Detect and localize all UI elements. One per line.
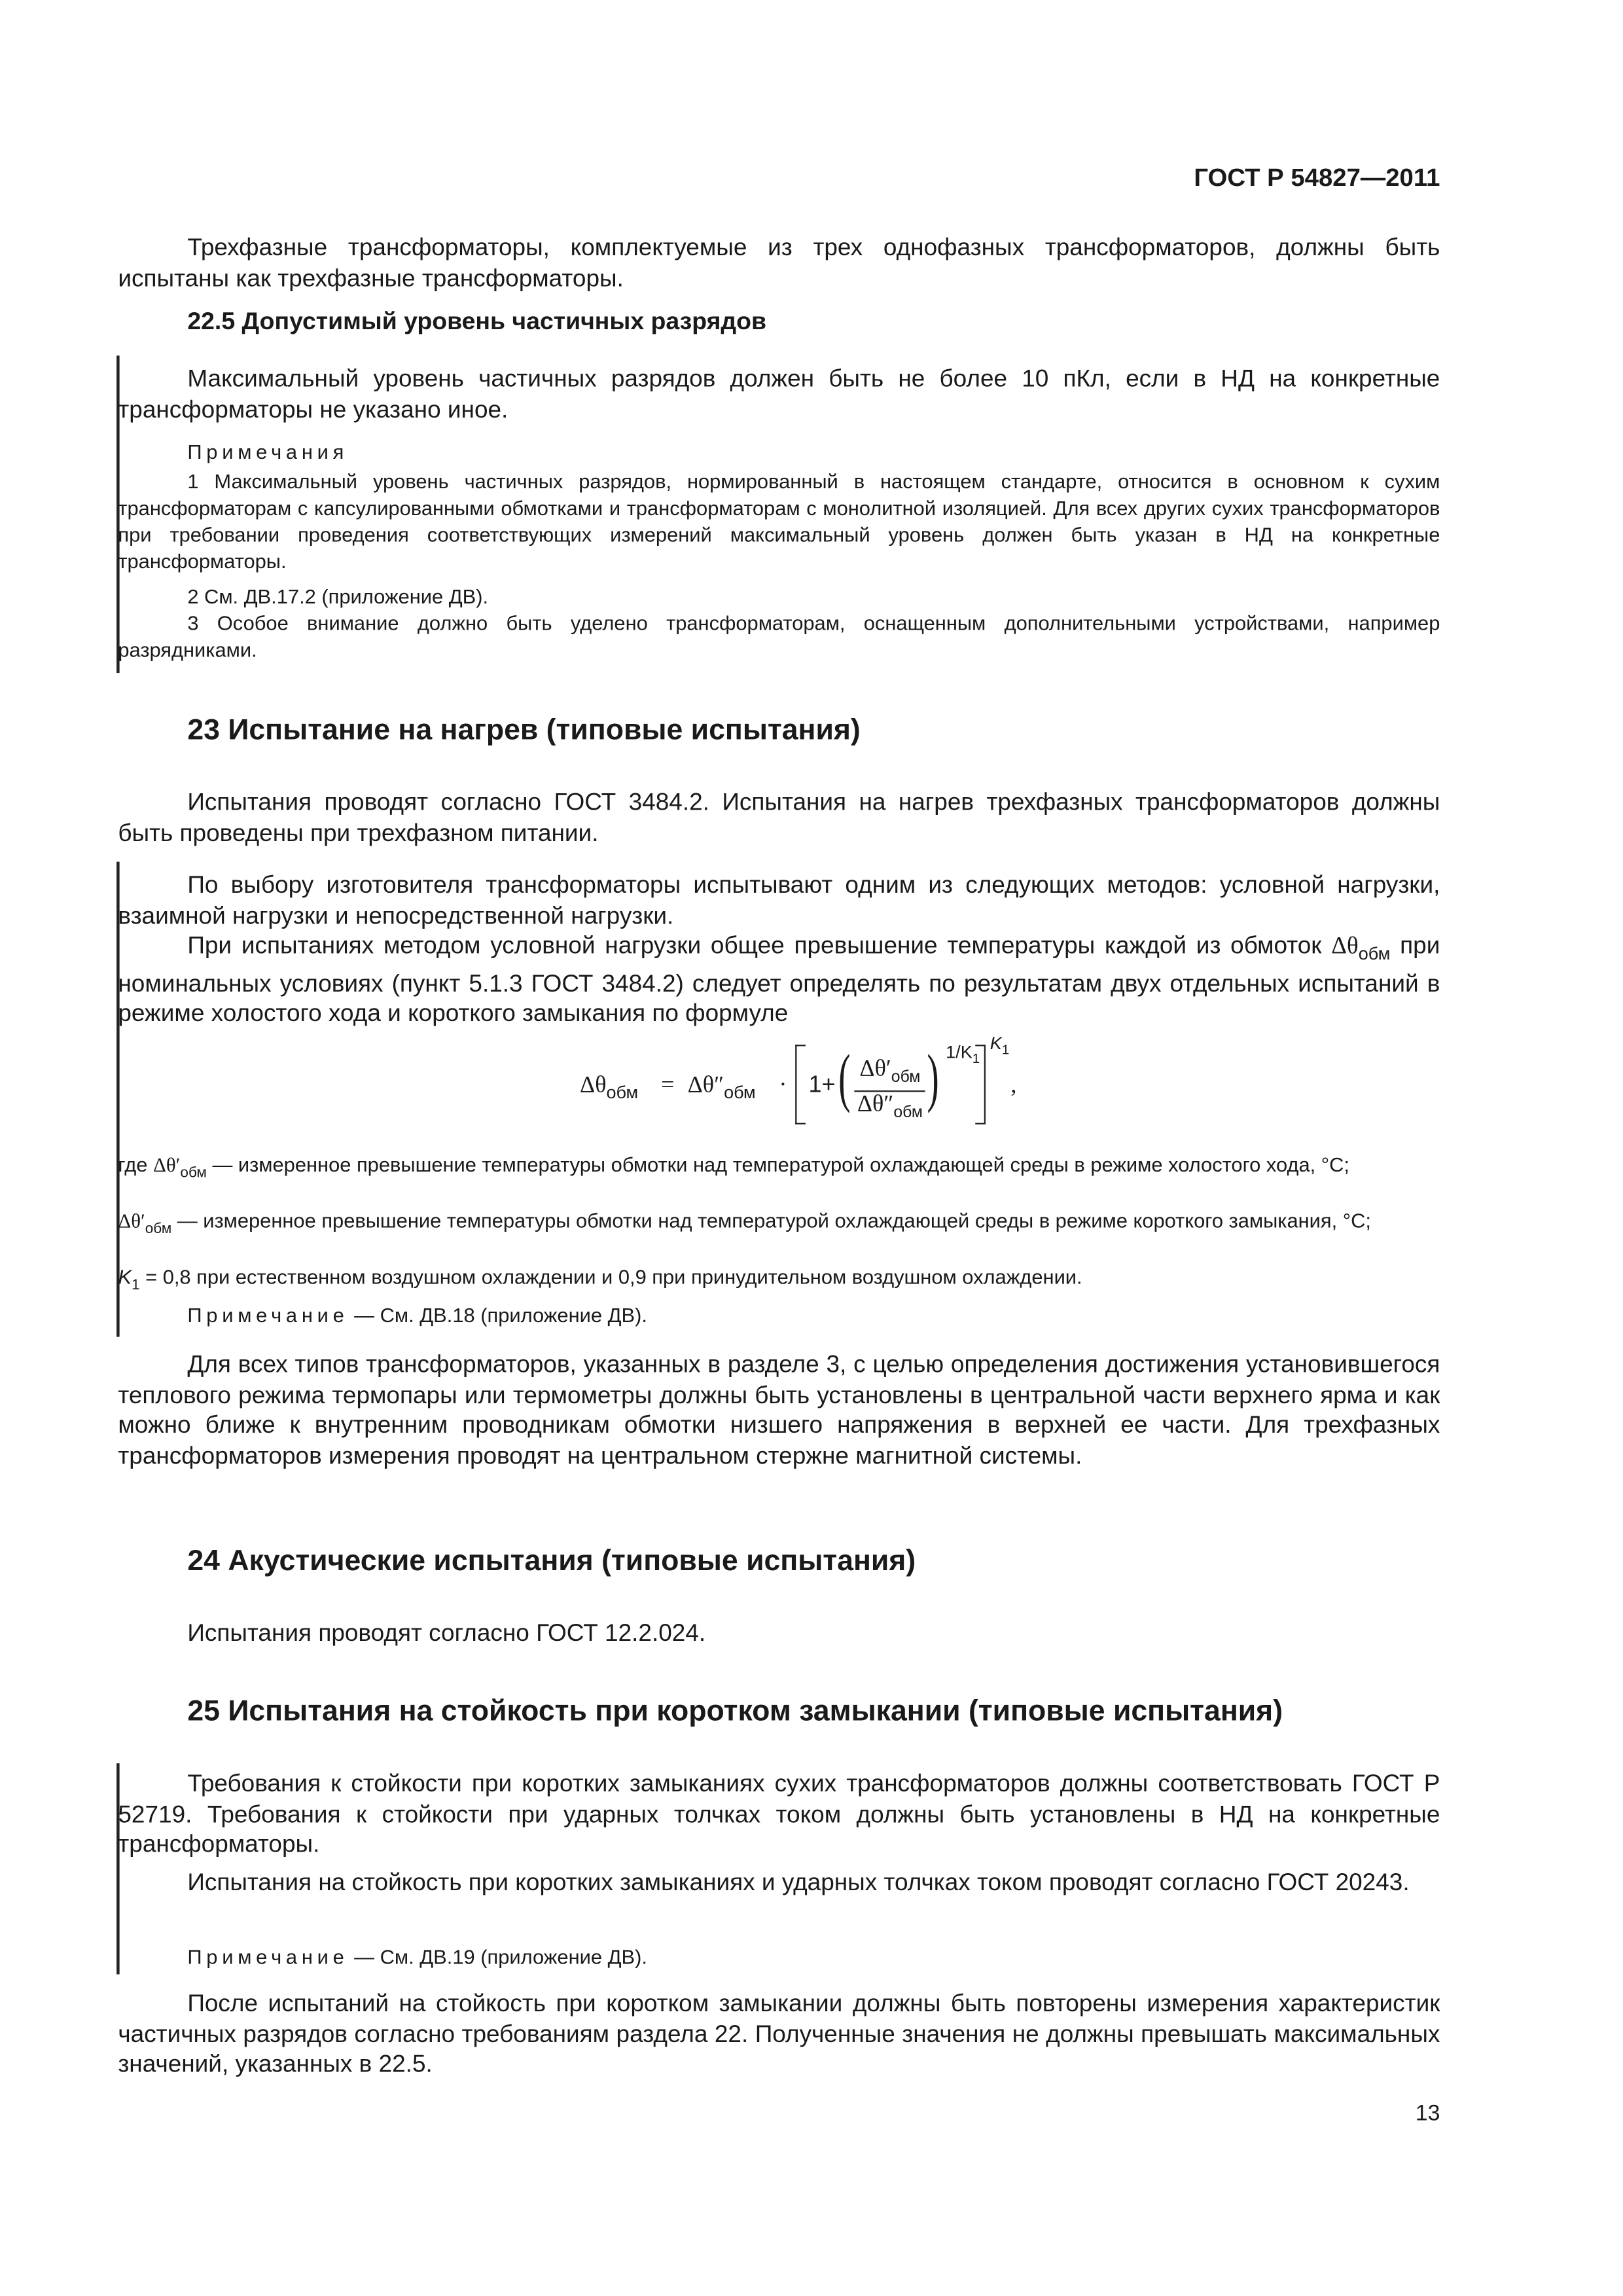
note-item: 1 Максимальный уровень частичных разрядов, нормированный в настоящем стандарте, относится в основном к сухим трансформаторам с капсулированными обмотками и трансформаторам с монолитной изоляцией. Для всех других сухих трансформаторов при требовании проведения соответствующих измерений максимальный уровень должен быть указан в НД на конкретные трансформаторы. bbox=[118, 471, 1440, 573]
subsection-title: 22.5 Допустимый уровень частичных разрядов bbox=[187, 306, 767, 335]
section-title: 25 Испытания на стойкость при коротком замыкании (типовые испытания) bbox=[187, 1695, 1283, 1729]
where-item: $\Delta\theta'_{обм}$ — измеренное превышение температуры обмотки над температурой охлаждающей среды в режиме короткого замыкания, °С; bbox=[118, 1210, 1371, 1238]
note-item: 2 См. ДВ.17.2 (приложение ДВ). bbox=[187, 586, 489, 608]
note-item: Примечание — См. ДВ.18 (приложение ДВ). bbox=[187, 1304, 647, 1327]
page-number: 13 bbox=[1415, 2101, 1440, 2126]
paragraph: После испытаний на стойкость при коротком замыкании должны быть повторены измерения характеристик частичных разрядов согласно требованиям раздела 22. Полученные значения не должны превышать максимальных значений, указанных в 22.5. bbox=[118, 1990, 1440, 2078]
note-item: Примечание — См. ДВ.19 (приложение ДВ). bbox=[187, 1946, 647, 1969]
document-page: ГОСТ Р 54827—2011 Трехфазные трансформаторы, комплектуемые из трех однофазных трансформаторов, должны быть испытаны как трехфазные трансформаторы. 22.5 Допустимый уровень частичных разрядов Максимальный уровень частичных разрядов должен быть не более 10 пКл, если в НД на конкретные трансформаторы не указано иное. Примечания 1 Максимальный уровень частичных разрядов, нормированный в настоящем стандарте, относится в основном к сухим трансформаторам с капсулированными обмотками и трансформаторам с монолитной изоляцией. Для всех других сухих трансформаторов при требовании проведения соответствующих измерений максимальный уровень должен быть указан в НД на конкретные трансформаторы. 2 См. ДВ.17.2 (приложение ДВ). 3 Особое внимание должно быть уделено трансформаторам, оснащенным дополнительными устройствами, например разрядниками. 23 Испытание на нагрев (типовые испытания) Испытания проводят согласно ГОСТ 3484.2. Испытания на нагрев трехфазных трансформаторов должны быть проведены при трехфазном питании. По выбору изготовителя трансформаторы испытывают одним из следующих методов: условной нагрузки, взаимной нагрузки и непосредственной нагрузки. При испытаниях методом условной нагрузки общее превышение температуры каждой из обмоток $\Delta\theta_{обм}$ при номинальных условиях (пункт 5.1.3 ГОСТ 3484.2) следует определять по результатам двух отдельных испытаний в режиме холостого хода и короткого замыкания по формуле $\Delta\theta_{обм}$ = $\Delta\theta''_{обм}$ · 1+ ( $\frac{\Delta\theta'_{обм}}{\Delta\theta''_{обм}}$ ) $1/K_1$ $K_1$ , где $\Delta\theta'_{обм}$ — измеренное превышение температуры обмотки над температурой охлаждающей среды в режиме холостого хода, °С; $\Delta\theta'_{обм}$ — измеренное превышение температуры обмотки над температурой охлаждающей среды в режиме короткого замыкания, °С; $K_1 = 0,8$ при естественном воздушном охлаждении и 0,9 при принудительном воздушном охлаждении. Примечание — См. ДВ.18 (приложение ДВ). Для всех типов трансформаторов, указанных в разделе 3, с целью определения достижения установившегося теплового режима термопары или термометры должны быть установлены в центральной части верхнего ярма и как можно ближе к внутренним проводникам обмотки низшего напряжения в верхней ее части. Для трехфазных трансформаторов измерения проводят на центральном стержне магнитной системы. 24 Акустические испытания (типовые испытания) Испытания проводят согласно ГОСТ 12.2.024. 25 Испытания на стойкость при коротком замыкании (типовые испытания) Требования к стойкости при коротких замыканиях сухих трансформаторов должны соответствовать ГОСТ Р 52719. Требования к стойкости при ударных толчках током должны быть установлены в НД на конкретные трансформаторы. Испытания на стойкость при коротких замыканиях и ударных толчках током проводят согласно ГОСТ 20243. Примечание — См. ДВ.19 (приложение ДВ). После испытаний на стойкость при коротком замыкании должны быть повторены измерения характеристик частичных разрядов согласно требованиям раздела 22. Полученные значения не должны превышать максимальных значений, указанных в 22.5. 13 bbox=[0, 0, 1623, 2296]
where-item: где $\Delta\theta'_{обм}$ — измеренное превышение температуры обмотки над температурой охлаждающей среды в режиме холостого хода, °С; bbox=[118, 1154, 1349, 1182]
notes-title: Примечания bbox=[187, 441, 349, 463]
paragraph: Максимальный уровень частичных разрядов должен быть не более 10 пКл, если в НД на конкретные трансформаторы не указано иное. bbox=[118, 366, 1440, 423]
section-title: 24 Акустические испытания (типовые испытания) bbox=[187, 1545, 916, 1578]
note-item: 3 Особое внимание должно быть уделено трансформаторам, оснащенным дополнительными устройствами, например разрядниками. bbox=[118, 612, 1440, 662]
paragraph: По выбору изготовителя трансформаторы испытывают одним из следующих методов: условной нагрузки, взаимной нагрузки и непосредственной нагрузки. bbox=[118, 872, 1440, 929]
paragraph: Для всех типов трансформаторов, указанных в разделе 3, с целью определения достижения установившегося теплового режима термопары или термометры должны быть установлены в центральной части верхнего ярма и как можно ближе к внутренним проводникам обмотки низшего напряжения в верхней ее части. Для трехфазных трансформаторов измерения проводят на центральном стержне магнитной системы. bbox=[118, 1352, 1440, 1469]
paragraph: Испытания проводят согласно ГОСТ 12.2.024. bbox=[187, 1620, 706, 1647]
paragraph: При испытаниях методом условной нагрузки общее превышение температуры каждой из обмоток $\Delta\theta_{обм}$ при номинальных условиях (пункт 5.1.3 ГОСТ 3484.2) следует определять по результатам двух отдельных испытаний в режиме холостого хода и короткого замыкания по формуле bbox=[118, 931, 1440, 1028]
where-item: $K_1 = 0,8$ при естественном воздушном охлаждении и 0,9 при принудительном воздушном охлаждении. bbox=[118, 1266, 1082, 1294]
document-code: ГОСТ Р 54827—2011 bbox=[1194, 164, 1440, 192]
paragraph: Требования к стойкости при коротких замыканиях сухих трансформаторов должны соответствовать ГОСТ Р 52719. Требования к стойкости при ударных толчках током должны быть установлены в НД на конкретные трансформаторы. bbox=[118, 1770, 1440, 1858]
paragraph: Испытания проводят согласно ГОСТ 3484.2. Испытания на нагрев трехфазных трансформаторов должны быть проведены при трехфазном питании. bbox=[118, 789, 1440, 847]
paragraph: Испытания на стойкость при коротких замыканиях и ударных толчках током проводят согласно ГОСТ 20243. bbox=[187, 1869, 1410, 1897]
section-title: 23 Испытание на нагрев (типовые испытания) bbox=[187, 714, 861, 747]
paragraph: Трехфазные трансформаторы, комплектуемые из трех однофазных трансформаторов, должны быть испытаны как трехфазные трансформаторы. bbox=[118, 234, 1440, 292]
